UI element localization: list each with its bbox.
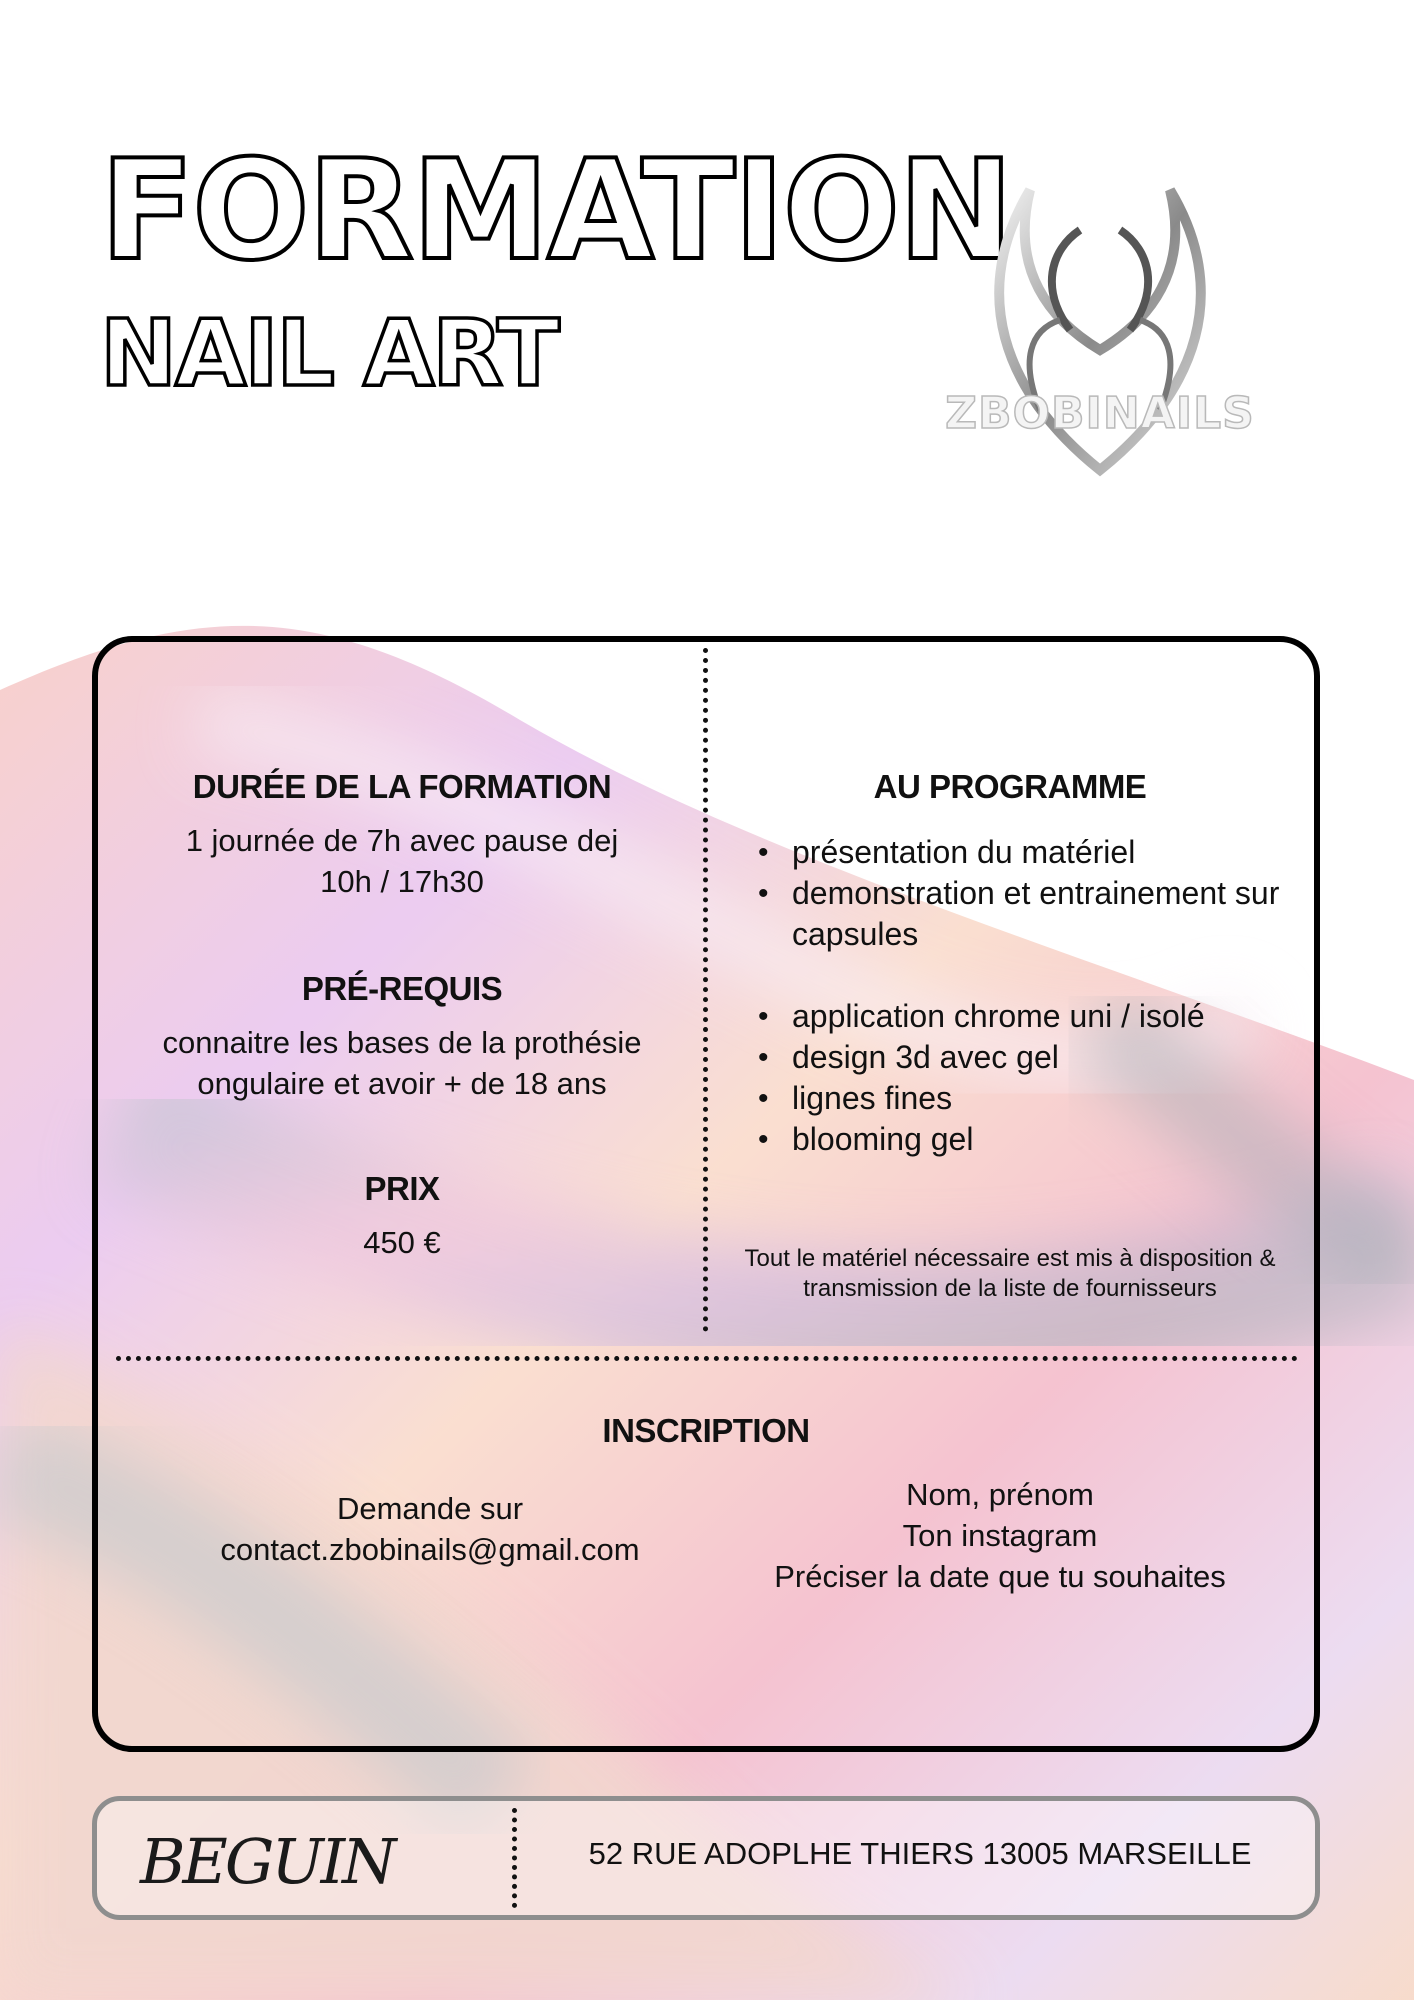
- programme-heading: AU PROGRAMME: [873, 768, 1147, 805]
- prerequis-line: ongulaire et avoir + de 18 ans: [197, 1066, 607, 1101]
- list-item: • blooming gel: [792, 1119, 1300, 1160]
- prix-value: 450 €: [363, 1225, 441, 1260]
- list-item: • application chrome uni / isolé: [792, 996, 1300, 1037]
- inscription-title: [92, 1412, 1320, 1450]
- section-prerequis: [118, 970, 686, 1104]
- section-programme: [720, 768, 1300, 1160]
- section-prix: [118, 1170, 686, 1263]
- programme-note: [720, 1244, 1300, 1304]
- section-duree: [118, 768, 686, 902]
- title-nail-art: NAIL ART: [100, 300, 558, 407]
- list-item: • lignes fines: [792, 1078, 1300, 1119]
- title-formation: FORMATION: [100, 130, 1012, 291]
- list-item: • demonstration et entrainement sur capsules: [792, 873, 1300, 955]
- prix-heading: PRIX: [364, 1170, 440, 1207]
- list-item: • présentation du matériel: [792, 832, 1300, 873]
- duree-heading: DURÉE DE LA FORMATION: [192, 768, 612, 805]
- duree-text: [118, 820, 686, 902]
- footer-divider: [512, 1808, 517, 1908]
- contact-email-link[interactable]: contact.zbobinails@gmail.com: [220, 1532, 640, 1567]
- beguin-logo: BEGUIN: [140, 1825, 394, 1898]
- note-line: transmission de la liste de fournisseurs: [803, 1275, 1217, 1302]
- address-text: 52 RUE ADOPLHE THIERS 13005 MARSEILLE: [588, 1836, 1252, 1871]
- prerequis-text: [118, 1022, 686, 1104]
- zbobinails-logo-icon: [880, 170, 1320, 500]
- inscription-right-line: Nom, prénom: [906, 1477, 1094, 1512]
- inscription-right-line: Ton instagram: [902, 1518, 1098, 1553]
- list-item: • design 3d avec gel: [792, 1037, 1300, 1078]
- inscription-requirements: [720, 1474, 1280, 1597]
- inscription-heading: INSCRIPTION: [602, 1412, 810, 1449]
- vertical-divider: [703, 648, 708, 1332]
- prerequis-line: connaitre les bases de la prothésie: [162, 1025, 642, 1060]
- inscription-left-line: Demande sur: [336, 1491, 524, 1526]
- prerequis-heading: PRÉ-REQUIS: [301, 970, 503, 1007]
- inscription-right-line: Préciser la date que tu souhaites: [774, 1559, 1226, 1594]
- note-line: Tout le matériel nécessaire est mis à disposition &: [744, 1245, 1276, 1272]
- horizontal-divider: [116, 1356, 1298, 1361]
- logo-wordmark: ZBOBINAILS: [945, 388, 1255, 439]
- duree-line: 10h / 17h30: [320, 864, 484, 899]
- inscription-contact: [170, 1488, 690, 1570]
- programme-list: [720, 832, 1300, 1160]
- duree-line: 1 journée de 7h avec pause dej: [185, 823, 619, 858]
